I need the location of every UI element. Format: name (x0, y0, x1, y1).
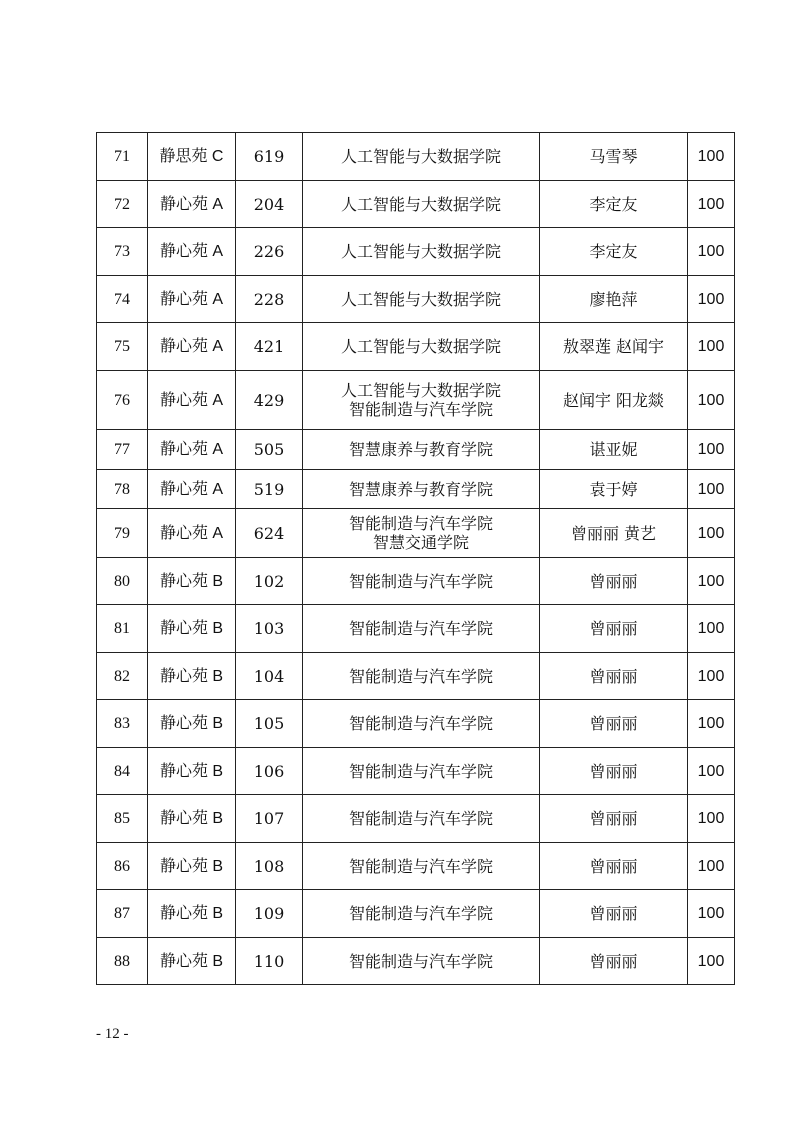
college-name: 智能制造与汽车学院 (348, 619, 493, 638)
college-cell (303, 938, 540, 985)
room-number-cell: 204 (236, 181, 303, 228)
row-number-cell: 79 (97, 509, 148, 558)
score-cell: 100 (688, 653, 735, 700)
building-cell: 静心苑 A (148, 181, 236, 228)
table-row (97, 133, 735, 181)
table-row (97, 276, 735, 323)
building-cell: 静心苑 B (148, 748, 236, 795)
score-cell: 100 (688, 276, 735, 323)
college-name: 智能制造与汽车学院 (348, 400, 493, 419)
college-cell (303, 430, 540, 470)
college-name: 人工智能与大数据学院 (340, 289, 501, 309)
room-number-cell: 104 (236, 653, 303, 700)
college-name: 智能制造与汽车学院 (348, 666, 493, 686)
room-number-cell: 103 (236, 605, 303, 653)
teacher-cell: 曾丽丽 (540, 795, 688, 843)
teacher-cell: 李定友 (540, 228, 688, 276)
college-name: 人工智能与大数据学院 (340, 242, 501, 261)
teacher-cell: 廖艳萍 (540, 276, 688, 323)
row-number-cell: 76 (97, 371, 148, 430)
table-row (97, 795, 735, 843)
table-row (97, 470, 735, 509)
score-cell: 100 (688, 843, 735, 890)
row-number-cell: 73 (97, 228, 148, 276)
row-number-cell: 78 (97, 470, 148, 509)
college-name: 智能制造与汽车学院 (348, 951, 493, 971)
college-name: 智能制造与汽车学院 (348, 904, 493, 923)
college-cell (303, 605, 540, 653)
room-number-cell: 624 (236, 509, 303, 558)
room-number-cell: 108 (236, 843, 303, 890)
row-number-cell: 74 (97, 276, 148, 323)
college-cell (303, 228, 540, 276)
college-cell (303, 509, 540, 558)
teacher-cell: 曾丽丽 (540, 890, 688, 938)
teacher-cell: 赵闻宇 阳龙燚 (540, 371, 688, 430)
building-cell: 静心苑 A (148, 323, 236, 371)
score-cell: 100 (688, 700, 735, 748)
table-row (97, 653, 735, 700)
college-cell (303, 890, 540, 938)
table-row (97, 323, 735, 371)
building-cell: 静心苑 B (148, 890, 236, 938)
college-cell (303, 276, 540, 323)
table-row (97, 843, 735, 890)
building-cell: 静心苑 A (148, 430, 236, 470)
college-name: 智能制造与汽车学院 (348, 809, 493, 828)
room-number-cell: 102 (236, 558, 303, 605)
building-cell: 静心苑 A (148, 470, 236, 509)
room-number-cell: 106 (236, 748, 303, 795)
score-cell: 100 (688, 938, 735, 985)
row-number-cell: 75 (97, 323, 148, 371)
score-cell: 100 (688, 795, 735, 843)
college-name: 智能制造与汽车学院 (348, 714, 493, 733)
teacher-cell: 曾丽丽 (540, 700, 688, 748)
teacher-cell: 敖翠莲 赵闻宇 (540, 323, 688, 371)
college-cell (303, 700, 540, 748)
college-name: 人工智能与大数据学院 (340, 194, 501, 214)
building-cell: 静心苑 A (148, 276, 236, 323)
row-number-cell: 77 (97, 430, 148, 470)
score-cell: 100 (688, 430, 735, 470)
table-body (97, 133, 735, 985)
table-row (97, 558, 735, 605)
room-number-cell: 429 (236, 371, 303, 430)
college-cell (303, 795, 540, 843)
college-name: 人工智能与大数据学院 (340, 147, 501, 166)
row-number-cell: 83 (97, 700, 148, 748)
building-cell: 静心苑 A (148, 228, 236, 276)
college-cell (303, 181, 540, 228)
page-number: - 12 - (96, 1026, 129, 1042)
score-cell: 100 (688, 228, 735, 276)
room-number-cell: 505 (236, 430, 303, 470)
college-cell (303, 323, 540, 371)
college-cell (303, 371, 540, 430)
college-name: 智慧康养与教育学院 (348, 440, 493, 459)
college-cell (303, 558, 540, 605)
teacher-cell: 曾丽丽 (540, 605, 688, 653)
room-number-cell: 519 (236, 470, 303, 509)
teacher-cell: 谌亚妮 (540, 430, 688, 470)
table-row (97, 430, 735, 470)
table-row (97, 371, 735, 430)
building-cell: 静思苑 C (148, 133, 236, 181)
room-number-cell: 110 (236, 938, 303, 985)
building-cell: 静心苑 A (148, 509, 236, 558)
row-number-cell: 72 (97, 181, 148, 228)
building-cell: 静心苑 B (148, 795, 236, 843)
score-cell: 100 (688, 509, 735, 558)
table-row (97, 890, 735, 938)
table-row (97, 938, 735, 985)
row-number-cell: 84 (97, 748, 148, 795)
teacher-cell: 马雪琴 (540, 133, 688, 181)
building-cell: 静心苑 B (148, 653, 236, 700)
college-cell (303, 133, 540, 181)
teacher-cell: 曾丽丽 黄艺 (540, 509, 688, 558)
teacher-cell: 曾丽丽 (540, 748, 688, 795)
table-row (97, 509, 735, 558)
college-cell (303, 470, 540, 509)
table-row (97, 181, 735, 228)
teacher-cell: 曾丽丽 (540, 558, 688, 605)
teacher-cell: 曾丽丽 (540, 653, 688, 700)
teacher-cell: 李定友 (540, 181, 688, 228)
college-name: 智慧康养与教育学院 (348, 479, 493, 499)
score-cell: 100 (688, 470, 735, 509)
score-cell: 100 (688, 371, 735, 430)
building-cell: 静心苑 B (148, 558, 236, 605)
row-number-cell: 81 (97, 605, 148, 653)
table-row (97, 700, 735, 748)
room-number-cell: 105 (236, 700, 303, 748)
score-cell: 100 (688, 181, 735, 228)
college-name: 智能制造与汽车学院 (348, 856, 493, 876)
teacher-cell: 袁于婷 (540, 470, 688, 509)
building-cell: 静心苑 A (148, 371, 236, 430)
college-name: 人工智能与大数据学院 (340, 381, 501, 400)
dormitory-inspection-table (96, 132, 735, 985)
score-cell: 100 (688, 133, 735, 181)
room-number-cell: 107 (236, 795, 303, 843)
college-name: 智能制造与汽车学院 (348, 761, 493, 781)
room-number-cell: 228 (236, 276, 303, 323)
score-cell: 100 (688, 605, 735, 653)
building-cell: 静心苑 B (148, 843, 236, 890)
table-row (97, 228, 735, 276)
row-number-cell: 71 (97, 133, 148, 181)
score-cell: 100 (688, 323, 735, 371)
college-cell (303, 653, 540, 700)
building-cell: 静心苑 B (148, 605, 236, 653)
teacher-cell: 曾丽丽 (540, 843, 688, 890)
row-number-cell: 86 (97, 843, 148, 890)
room-number-cell: 109 (236, 890, 303, 938)
room-number-cell: 226 (236, 228, 303, 276)
teacher-cell: 曾丽丽 (540, 938, 688, 985)
table-row (97, 605, 735, 653)
college-name: 智慧交通学院 (372, 533, 469, 552)
college-name: 智能制造与汽车学院 (348, 514, 493, 533)
college-cell (303, 843, 540, 890)
college-cell (303, 748, 540, 795)
row-number-cell: 87 (97, 890, 148, 938)
score-cell: 100 (688, 558, 735, 605)
room-number-cell: 619 (236, 133, 303, 181)
college-name: 智能制造与汽车学院 (348, 571, 493, 591)
row-number-cell: 82 (97, 653, 148, 700)
score-cell: 100 (688, 748, 735, 795)
college-name: 人工智能与大数据学院 (340, 337, 501, 356)
room-number-cell: 421 (236, 323, 303, 371)
building-cell: 静心苑 B (148, 938, 236, 985)
row-number-cell: 88 (97, 938, 148, 985)
score-cell: 100 (688, 890, 735, 938)
table-row (97, 748, 735, 795)
row-number-cell: 80 (97, 558, 148, 605)
row-number-cell: 85 (97, 795, 148, 843)
building-cell: 静心苑 B (148, 700, 236, 748)
